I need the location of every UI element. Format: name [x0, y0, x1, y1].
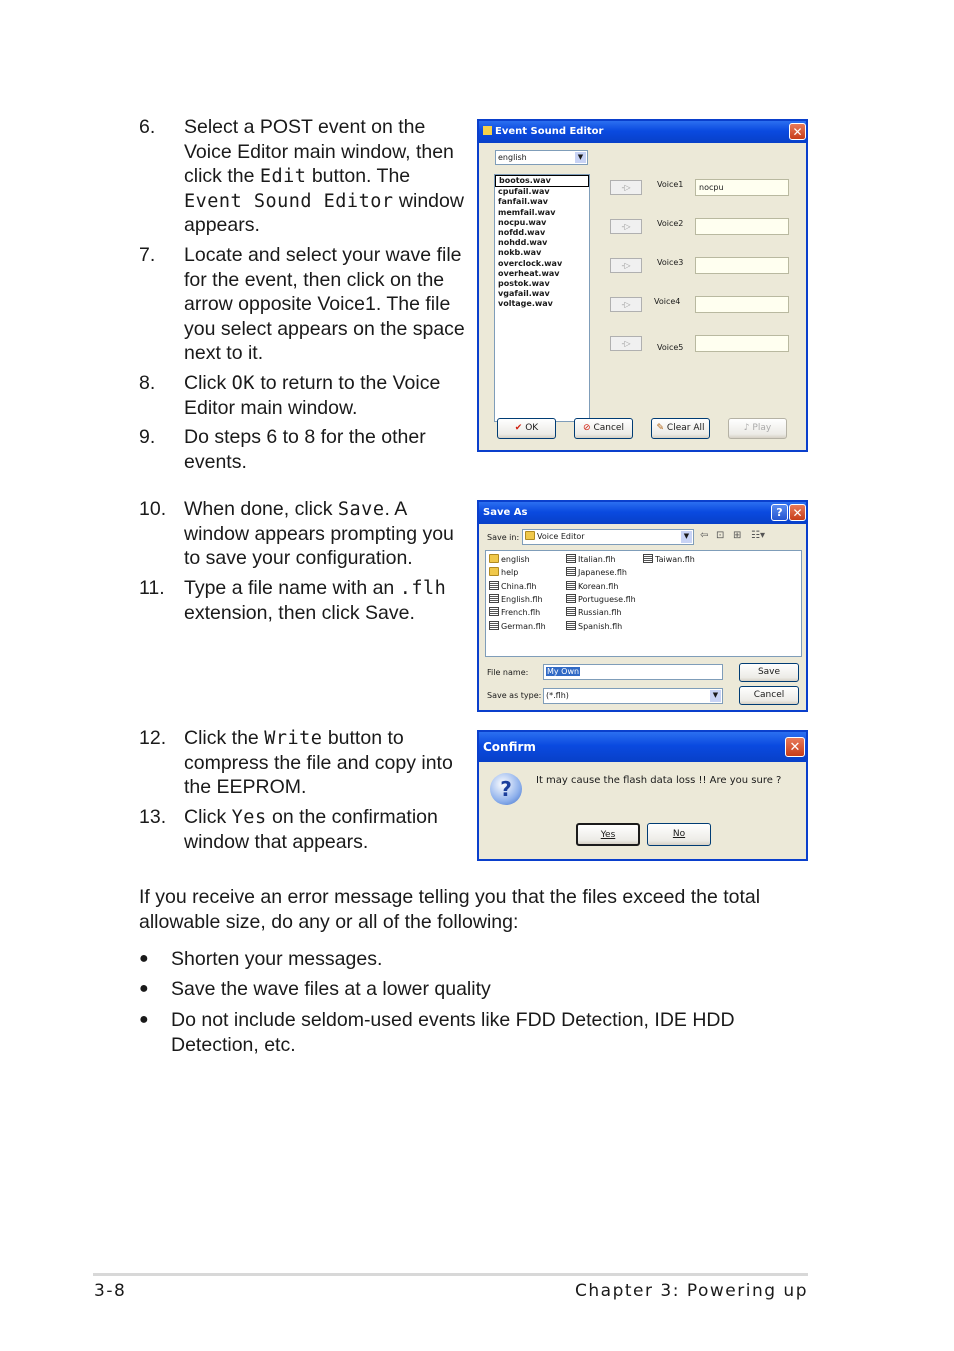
play-button-label: Play: [752, 423, 772, 433]
file-name-value: My Own: [547, 667, 580, 676]
bullet-text: Detection, etc.: [171, 1033, 296, 1056]
doc-item[interactable]: [489, 581, 537, 591]
bullet-text: Save the wave files at a lower quality: [171, 978, 491, 1000]
new-folder-icon[interactable]: ⊞: [733, 530, 742, 541]
step-text-line: [184, 546, 413, 571]
step-text-line: [184, 213, 260, 238]
ui-term: OK: [231, 373, 255, 394]
voice-3-label: Voice3: [657, 258, 684, 267]
doc-name: Russian.flh: [578, 608, 622, 618]
speaker-icon: ♪: [743, 423, 750, 433]
doc-item[interactable]: [566, 554, 615, 564]
file-name-label: File name:: [487, 668, 529, 677]
doc-name: Portuguese.flh: [578, 594, 636, 604]
step-text: Select a POST event on the: [184, 116, 426, 138]
page-number: 3-8: [94, 1281, 127, 1301]
document-icon: [566, 594, 576, 603]
wave-file-list[interactable]: [494, 174, 590, 422]
document-icon: [566, 567, 576, 576]
step-text-line: [184, 830, 368, 855]
step-text: Locate and select your wave file: [184, 244, 462, 266]
step-text-line: [184, 243, 462, 268]
save-type-label: Save as type:: [487, 691, 542, 700]
voice-1-field[interactable]: nocpu: [695, 179, 789, 196]
step-text-line: [184, 317, 465, 342]
step-text-line: [184, 522, 454, 547]
step-text-line: [184, 396, 357, 421]
voice-2-label: Voice2: [657, 219, 684, 228]
doc-item[interactable]: [566, 594, 636, 604]
file-browser-list[interactable]: [485, 550, 802, 657]
step-text-line: [184, 775, 306, 800]
step-text-line: [184, 450, 247, 475]
error-note-line-2: allowable size, do any or all of the following:: [139, 911, 519, 933]
wave-file-item[interactable]: voltage.wav: [498, 299, 553, 309]
step-number: 6.: [139, 116, 156, 138]
save-in-label: Save in:: [487, 533, 520, 542]
doc-item[interactable]: [566, 581, 618, 591]
file-name-input[interactable]: [543, 664, 723, 680]
event-sound-editor-window: [477, 119, 808, 452]
save-button[interactable]: [739, 663, 799, 682]
ok-button-label: OK: [525, 423, 539, 433]
step-text: button to: [322, 727, 404, 749]
ok-button[interactable]: [497, 418, 556, 439]
wave-file-item[interactable]: vgafail.wav: [498, 289, 550, 299]
folder-item[interactable]: [489, 567, 518, 577]
close-icon[interactable]: ✕: [785, 737, 805, 757]
chevron-down-icon[interactable]: ▼: [710, 690, 721, 702]
step-number: 10.: [139, 498, 167, 520]
step-text: . A: [384, 498, 408, 520]
step-text: window that appears.: [184, 830, 369, 853]
step-text: window: [393, 189, 464, 212]
step-number: 7.: [139, 244, 156, 266]
confirm-message: It may cause the flash data loss !! Are you sure ?: [536, 775, 782, 786]
step-text-line: [184, 497, 407, 523]
step-text: window appears prompting you: [184, 522, 454, 545]
step-text: Voice Editor main window, then: [184, 140, 454, 163]
folder-icon: [489, 567, 499, 576]
step-text: appears.: [184, 214, 260, 236]
check-icon: ✔: [514, 423, 523, 433]
view-menu-icon[interactable]: ☷▾: [751, 530, 765, 541]
bullet-dot-icon: ●: [139, 980, 149, 997]
voice-1-label: Voice1: [657, 180, 684, 189]
voice-2-field[interactable]: [695, 218, 789, 235]
step-text: the EEPROM.: [184, 776, 307, 798]
save-button-label: Save: [757, 667, 781, 677]
wave-file-item[interactable]: nofdd.wav: [498, 228, 546, 238]
folder-name: english: [501, 555, 530, 564]
ui-term: Save: [337, 499, 385, 520]
event-sound-editor-title: Event Sound Editor: [495, 126, 604, 137]
chevron-down-icon[interactable]: ▼: [575, 152, 586, 163]
confirm-titlebar: [479, 732, 806, 762]
doc-item[interactable]: [489, 621, 546, 631]
save-type-select[interactable]: [543, 688, 723, 704]
doc-item[interactable]: [489, 607, 540, 617]
doc-name: German.flh: [501, 621, 546, 631]
folder-name: help: [501, 568, 519, 578]
wave-file-item[interactable]: nohdd.wav: [498, 238, 548, 248]
ui-term: Edit: [259, 166, 307, 187]
wave-file-item[interactable]: overheat.wav: [498, 268, 560, 278]
step-text-line: [184, 140, 454, 165]
step-text: events.: [184, 450, 247, 473]
document-icon: [643, 554, 653, 563]
doc-name: Korean.flh: [578, 581, 619, 591]
step-text: click the: [184, 165, 260, 187]
bullet-dot-icon: ●: [139, 1011, 149, 1028]
wave-file-item[interactable]: cpufail.wav: [498, 187, 550, 197]
doc-item[interactable]: [566, 607, 621, 617]
doc-item[interactable]: [489, 594, 543, 604]
step-number: 11.: [139, 577, 165, 599]
yes-button[interactable]: [576, 823, 640, 846]
voice-5-field[interactable]: [695, 335, 789, 352]
bullet-dot-icon: ●: [139, 950, 149, 967]
document-icon: [566, 581, 576, 590]
yes-button-label: Yes: [600, 830, 616, 840]
assign-voice-5-button[interactable]: -▷: [610, 336, 642, 351]
play-button[interactable]: [728, 418, 787, 439]
folder-icon: [489, 554, 499, 563]
doc-name: China.flh: [501, 581, 537, 591]
help-icon[interactable]: ?: [771, 504, 788, 521]
confirm-title: Confirm: [483, 740, 536, 754]
step-text: to return to the Voice: [254, 372, 441, 394]
confirm-window: [477, 730, 808, 861]
folder-item[interactable]: [489, 554, 530, 564]
window-icon: [483, 126, 492, 135]
document-icon: [566, 607, 576, 616]
save-as-title: Save As: [483, 507, 528, 518]
step-text: Do steps 6 to 8 for the other: [184, 426, 426, 448]
step-text: you select appears on the space: [184, 317, 465, 340]
close-icon[interactable]: ✕: [789, 123, 806, 140]
error-note-line-1: If you receive an error message telling you that the files exceed the total: [139, 886, 761, 908]
doc-name: Spanish.flh: [578, 621, 623, 631]
assign-voice-4-button[interactable]: -▷: [610, 297, 642, 312]
doc-item[interactable]: [643, 554, 695, 564]
step-text-line: [184, 726, 404, 752]
doc-name: Japanese.flh: [578, 568, 627, 578]
voice-5-label: Voice5: [657, 343, 684, 352]
clear-all-button-label: Clear All: [666, 423, 705, 433]
step-text: to save your configuration.: [184, 547, 413, 569]
step-text: Click the: [184, 727, 265, 749]
document-icon: [489, 607, 499, 616]
step-text: compress the file and copy into: [184, 751, 453, 774]
wave-file-item[interactable]: overclock.wav: [498, 258, 563, 268]
question-icon: ?: [490, 773, 522, 805]
step-text-line: [184, 371, 440, 397]
doc-name: Italian.flh: [578, 555, 616, 564]
step-number: 13.: [139, 806, 167, 828]
step-text: Type a file name with an: [184, 577, 400, 599]
document-icon: [566, 554, 576, 563]
step-text: Click: [184, 806, 232, 828]
bullet-text: Shorten your messages.: [171, 948, 383, 970]
cancel-button[interactable]: [739, 686, 799, 705]
doc-item[interactable]: [566, 567, 627, 577]
footer-rule: [93, 1273, 808, 1276]
step-text-line: [184, 341, 263, 366]
step-text: Click: [184, 372, 232, 394]
save-in-value: Voice Editor: [537, 532, 585, 541]
step-text-line: [184, 601, 415, 626]
doc-name: French.flh: [501, 608, 541, 618]
cancel-button[interactable]: [574, 418, 633, 439]
document-icon: [566, 621, 576, 630]
event-sound-editor-titlebar: [479, 121, 806, 143]
chevron-down-icon[interactable]: ▼: [681, 531, 692, 543]
step-text: next to it.: [184, 342, 264, 364]
document-icon: [489, 621, 499, 630]
step-text-line: [184, 751, 453, 776]
step-text-line: [184, 576, 446, 602]
cancel-icon: ⊘: [583, 423, 591, 433]
close-icon[interactable]: ✕: [789, 504, 806, 521]
step-number: 9.: [139, 426, 156, 448]
chapter-title: Chapter 3: Powering up: [575, 1281, 808, 1301]
save-type-value: (*.flh): [546, 691, 569, 700]
save-as-titlebar: [479, 502, 806, 524]
up-folder-icon[interactable]: ⊡: [716, 530, 725, 541]
language-select[interactable]: [495, 150, 588, 165]
wave-file-item[interactable]: fanfail.wav: [498, 197, 548, 207]
wave-file-item[interactable]: nokb.wav: [498, 248, 542, 258]
save-in-select[interactable]: [522, 529, 694, 545]
step-text: Editor main window.: [184, 396, 358, 419]
step-text: on the confirmation: [266, 806, 438, 828]
step-text: extension, then click Save.: [184, 601, 415, 624]
voice-4-label: Voice4: [654, 297, 681, 306]
step-text-line: [184, 189, 464, 215]
no-button-label: No: [672, 829, 686, 839]
wave-file-item[interactable]: memfail.wav: [498, 207, 556, 217]
wave-file-item[interactable]: bootos.wav: [495, 175, 589, 187]
step-text-line: [184, 425, 426, 450]
step-text: for the event, then click on the: [184, 268, 445, 291]
save-as-window: [477, 500, 808, 712]
voice-3-field[interactable]: [695, 257, 789, 274]
step-text-line: [184, 164, 410, 190]
document-icon: [489, 581, 499, 590]
assign-voice-1-button[interactable]: -▷: [610, 180, 642, 195]
step-text-line: [184, 805, 438, 831]
step-text-line: [184, 292, 450, 317]
back-icon[interactable]: ⇦: [700, 530, 709, 541]
voice-4-field[interactable]: [695, 296, 789, 313]
no-button[interactable]: [647, 823, 711, 846]
cancel-button-label: Cancel: [753, 690, 785, 700]
wave-file-item[interactable]: postok.wav: [498, 279, 550, 289]
doc-item[interactable]: [566, 621, 622, 631]
step-number: 12.: [139, 727, 167, 749]
doc-name: English.flh: [501, 594, 543, 604]
step-text: arrow opposite Voice1. The file: [184, 293, 451, 315]
eraser-icon: ✎: [656, 423, 665, 433]
assign-voice-3-button[interactable]: -▷: [610, 258, 642, 273]
folder-icon: [525, 531, 535, 540]
step-number: 8.: [139, 372, 156, 394]
wave-file-item[interactable]: nocpu.wav: [498, 217, 547, 227]
document-icon: [489, 594, 499, 603]
clear-all-button[interactable]: [651, 418, 710, 439]
step-text-line: [184, 115, 425, 140]
step-text: When done, click: [184, 498, 338, 520]
step-text: button. The: [306, 165, 411, 187]
ui-term: .flh: [399, 578, 447, 599]
bullet-text: Do not include seldom-used events like FDD Detection, IDE HDD: [171, 1009, 735, 1031]
ui-term: Write: [264, 728, 323, 749]
language-select-value: english: [498, 153, 527, 162]
ui-term: Event Sound Editor: [184, 190, 394, 212]
cancel-button-label: Cancel: [593, 423, 624, 433]
assign-voice-2-button[interactable]: -▷: [610, 219, 642, 234]
ui-term: Yes: [231, 807, 267, 828]
doc-name: Taiwan.flh: [655, 555, 695, 564]
step-text-line: [184, 268, 444, 293]
